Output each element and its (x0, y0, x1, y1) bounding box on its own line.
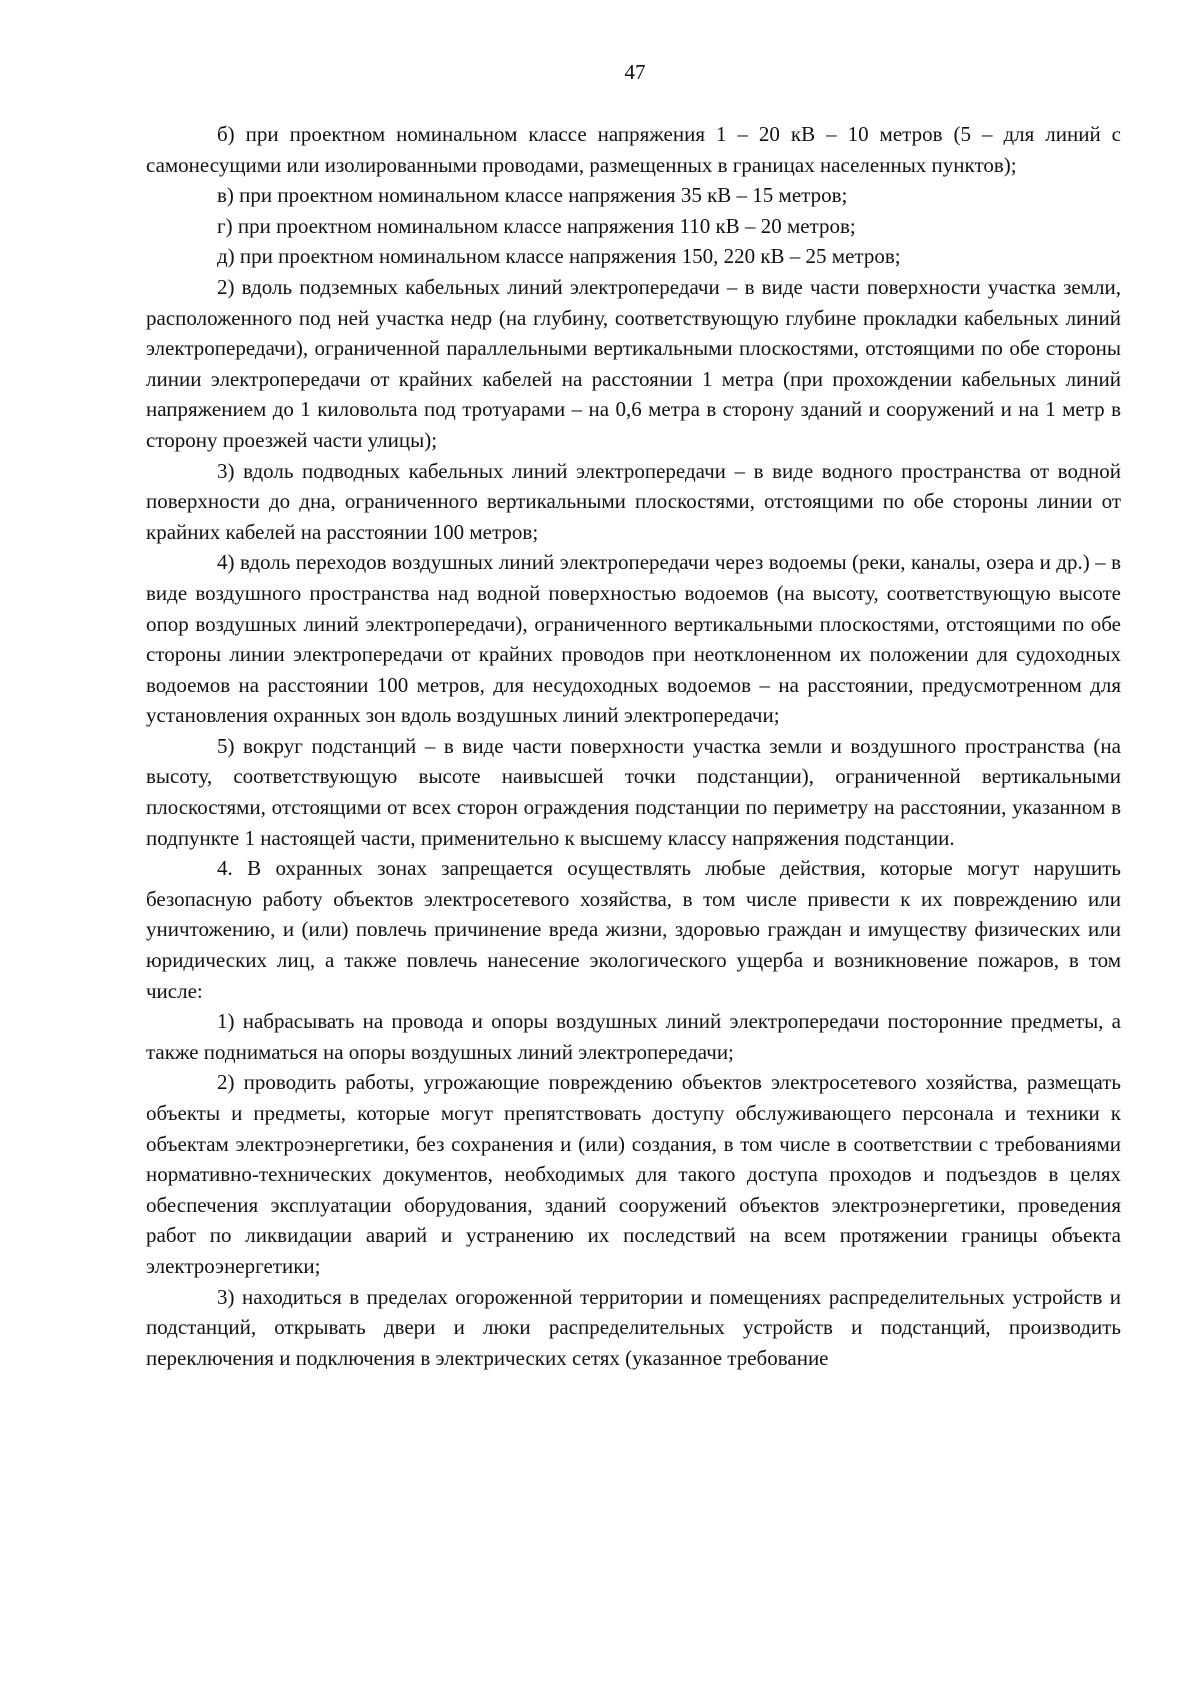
paragraph-prohibition-2: 2) проводить работы, угрожающие повреждению объектов электросетевого хозяйства, размещать объекты и предметы, которые могут препятствовать доступу обслуживающего персонала и техники к объектам электроэнергетики, без сохранения и (или) создания, в том числе в соответствии с требованиями нормативно-технических документов, необходимых для такого доступа проходов и подъездов в целях обеспечения эксплуатации оборудования, зданий сооружений объектов электроэнергетики, проведения работ по ликвидации аварий и устранению их последствий на всем протяжении границы объекта электроэнергетики; (146, 1070, 1121, 1278)
paragraph-3-underwater-cable-lines: 3) вдоль подводных кабельных линий электропередачи – в виде водного пространства от водной поверхности до дна, ограниченного вертикальными плоскостями, отстоящими по обе стороны линии от крайних кабелей на расстоянии 100 метров; (146, 458, 1121, 544)
document-body (146, 119, 1121, 1373)
page-number: 47 (624, 60, 646, 84)
paragraph-prohibition-3: 3) находиться в пределах огороженной территории и помещениях распределительных устройств и подстанций, открывать двери и люки распределительных устройств и подстанций, производить переключения и подключения в электрических сетях (указанное требование (146, 1284, 1121, 1370)
paragraph-g-voltage-110kv: г) при проектном номинальном классе напряжения 110 кВ – 20 метров; (217, 213, 856, 238)
paragraph-d-voltage-150-220kv: д) при проектном номинальном классе напряжения 150, 220 кВ – 25 метров; (217, 244, 901, 269)
paragraph-b-voltage-1-20kv: б) при проектном номинальном классе напряжения 1 – 20 кВ – 10 метров (5 – для линий с самонесущими или изолированными проводами, размещенных в границах населенных пунктов); (146, 122, 1121, 177)
paragraph-5-substations: 5) вокруг подстанций – в виде части поверхности участка земли и воздушного пространства (на высоту, соответствующую высоте наивысшей точки подстанции), ограниченной вертикальными плоскостями, отстоящими от всех сторон ограждения подстанции по периметру на расстоянии, указанном в подпункте 1 настоящей части, применительно к высшему классу напряжения подстанции. (146, 733, 1121, 850)
paragraph-section-4-prohibitions: 4. В охранных зонах запрещается осуществлять любые действия, которые могут нарушить безопасную работу объектов электросетевого хозяйства, в том числе привести к их повреждению или уничтожению, и (или) повлечь причинение вреда жизни, здоровью граждан и имуществу физических или юридических лиц, а также повлечь нанесение экологического ущерба и возникновение пожаров, в том числе: (146, 856, 1121, 1003)
paragraph-4-water-crossings: 4) вдоль переходов воздушных линий электропередачи через водоемы (реки, каналы, озера и др.) – в виде воздушного пространства над водной поверхностью водоемов (на высоту, соответствующую высоте опор воздушных линий электропередачи), ограниченного вертикальными плоскостями, отстоящими по обе стороны линии электропередачи от крайних проводов при неотклоненном их положении для судоходных водоемов на расстоянии 100 метров, для несудоходных водоемов – на расстоянии, предусмотренном для установления охранных зон вдоль воздушных линий электропередачи; (146, 550, 1121, 728)
paragraph-prohibition-1: 1) набрасывать на провода и опоры воздушных линий электропередачи посторонние предметы, а также подниматься на опоры воздушных линий электропередачи; (146, 1009, 1121, 1064)
paragraph-v-voltage-35kv: в) при проектном номинальном классе напряжения 35 кВ – 15 метров; (217, 183, 848, 208)
paragraph-2-underground-cable-lines: 2) вдоль подземных кабельных линий электропередачи – в виде части поверхности участка земли, расположенного под ней участка недр (на глубину, соответствующую глубине прокладки кабельных линий электропередачи), ограниченной параллельными вертикальными плоскостями, отстоящими по обе стороны линии электропередачи от крайних кабелей на расстоянии 1 метра (при прохождении кабельных линий напряжением до 1 киловольта под тротуарами – на 0,6 метра в сторону зданий и сооружений и на 1 метр в сторону проезжей части улицы); (146, 274, 1121, 452)
